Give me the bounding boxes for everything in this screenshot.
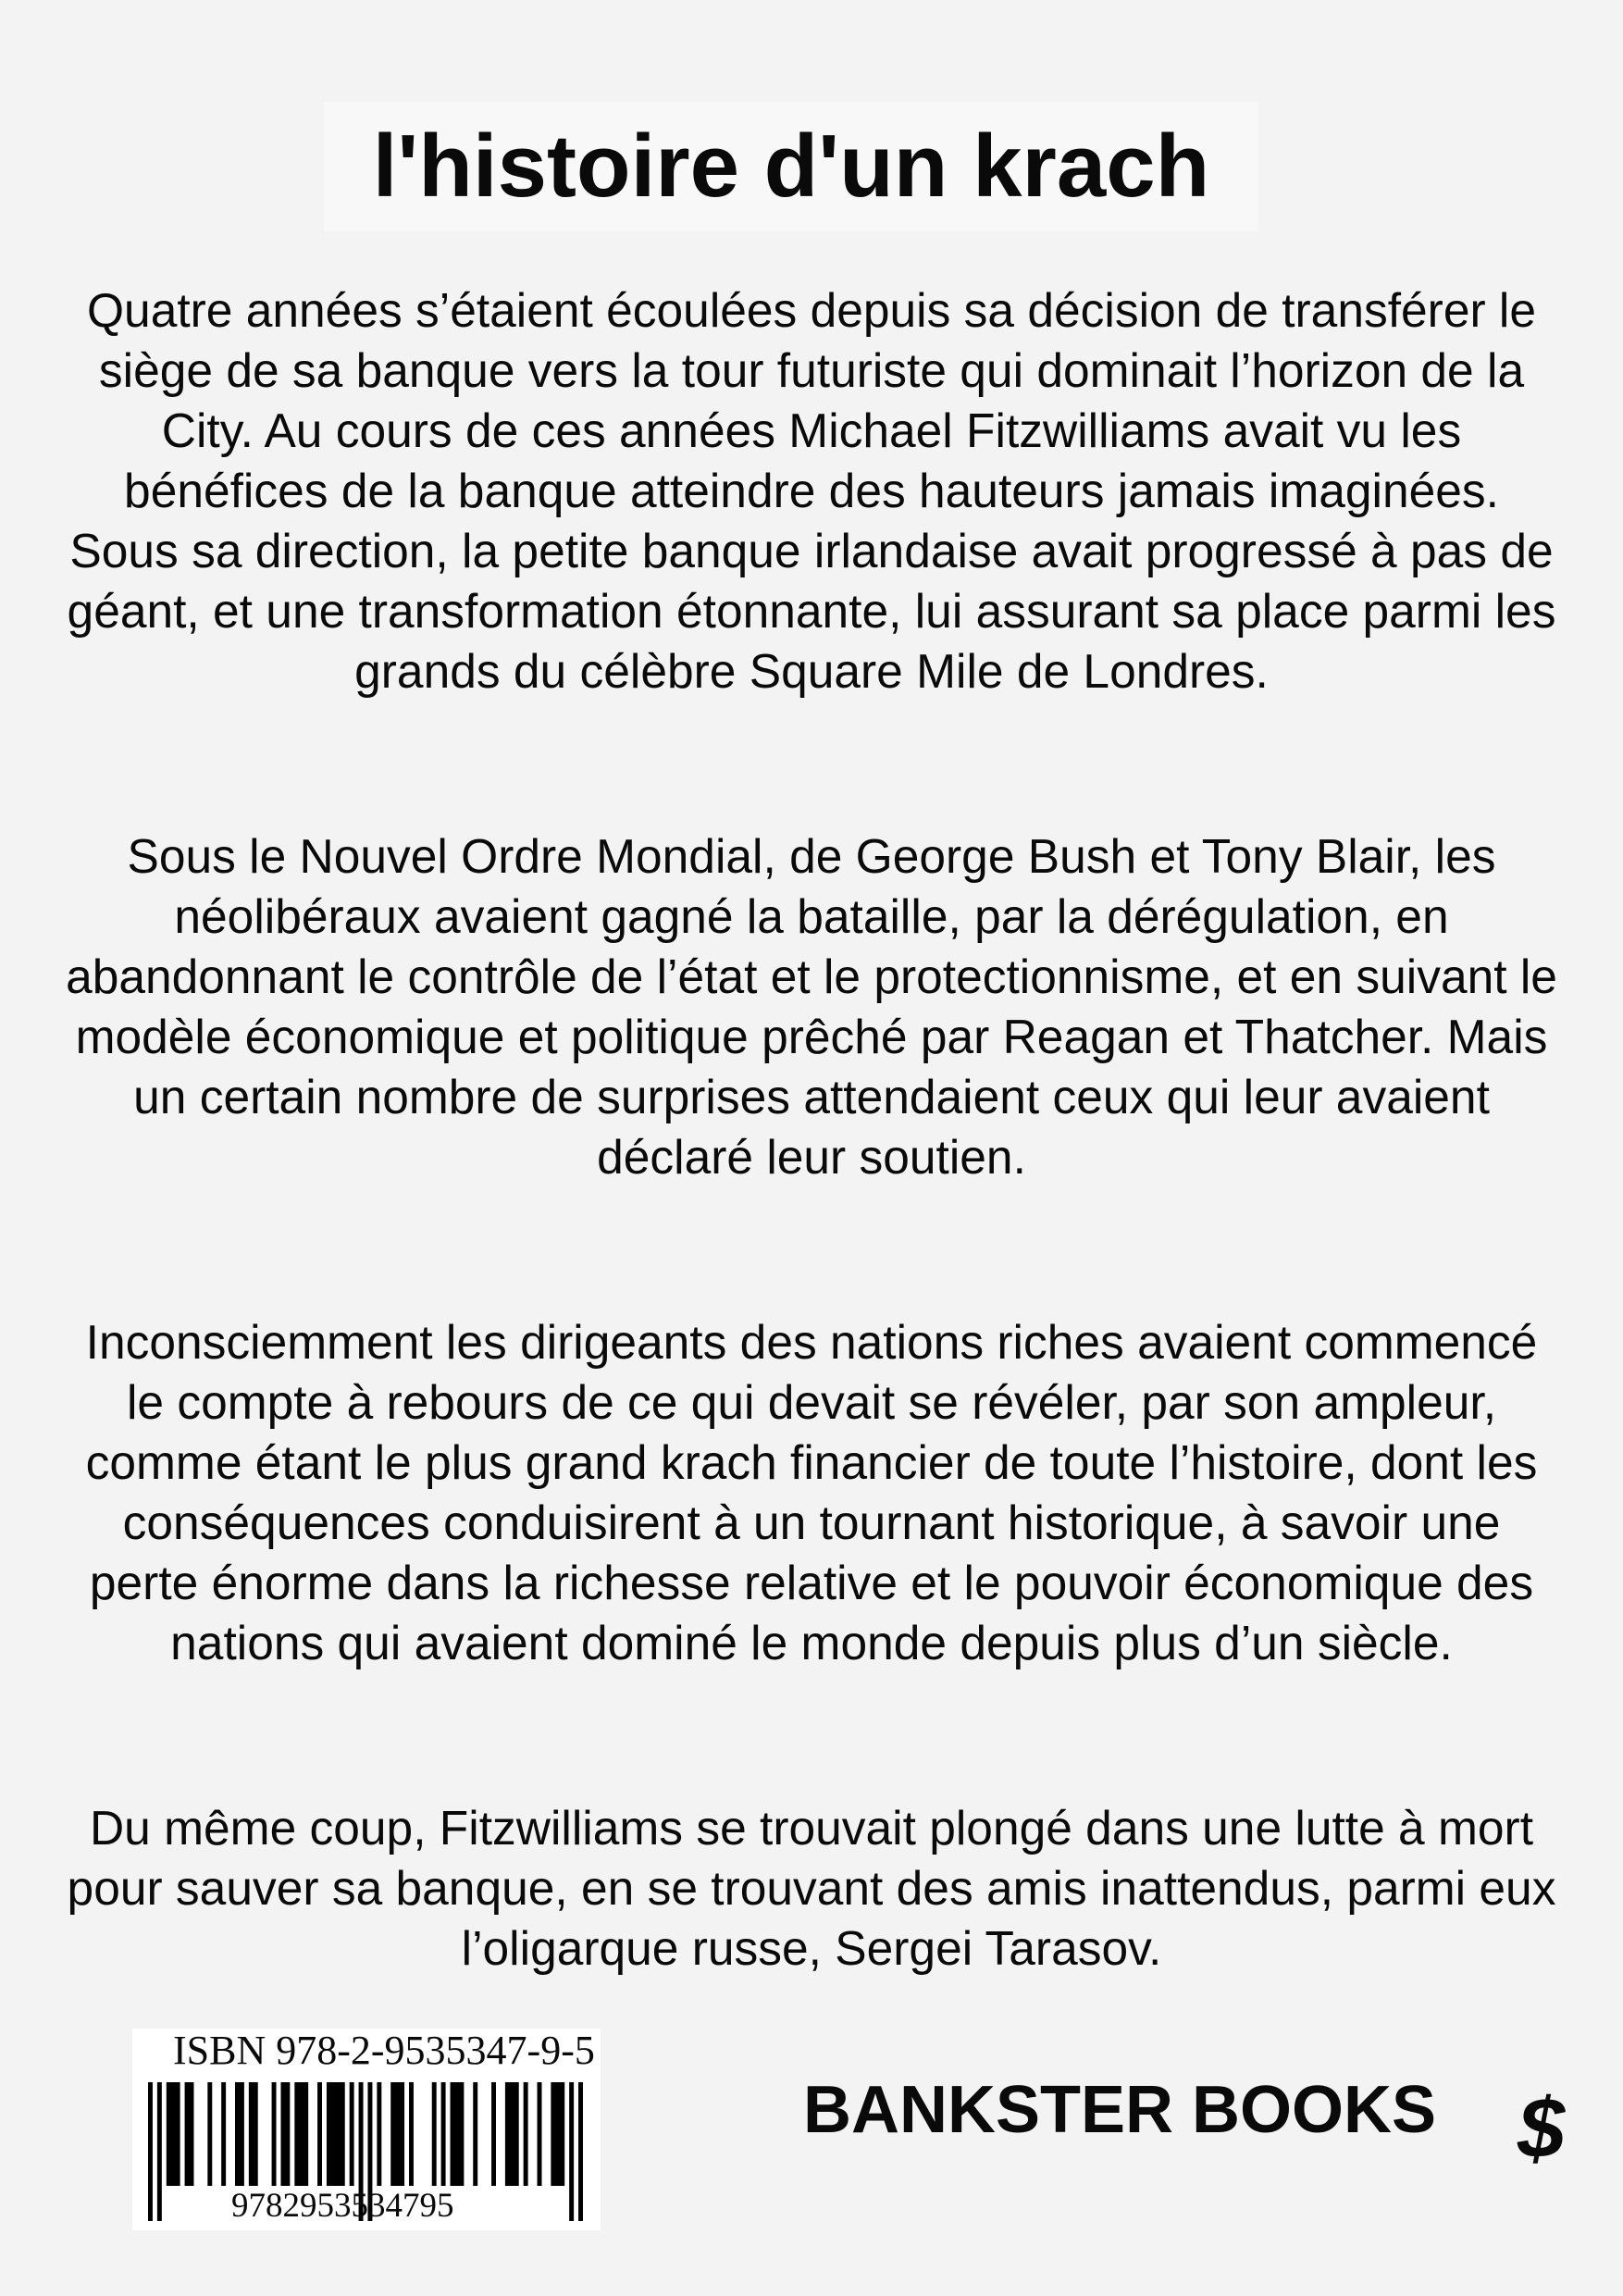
barcode-bar-29 <box>578 2082 583 2221</box>
barcode-bar-24 <box>505 2082 519 2186</box>
barcode-bar-13 <box>350 2082 354 2186</box>
barcode-bar-8 <box>272 2082 277 2186</box>
barcode-bar-17 <box>390 2082 404 2186</box>
barcode-bar-23 <box>491 2082 496 2186</box>
barcode-bar-22 <box>473 2082 477 2186</box>
barcode-bar-4 <box>207 2082 212 2186</box>
barcode-bar-5 <box>221 2082 226 2186</box>
publisher-name: BANKSTER BOOKS <box>802 2073 1437 2147</box>
barcode-bar-21 <box>451 2082 465 2186</box>
blurb-paragraph-2: Sous le Nouvel Ordre Mondial, de George Bush et Tony Blair, les néolibéraux avaient gagné la bataille, par la dérégulation, en abandonnant le contrôle de l’état et le protectionnisme, et en suivant le modèle économique et politique prêché par Reagan et Thatcher. Mais un certain nombre de surprises attendaient ceux qui leur avaient déclaré leur soutien. <box>66 829 1557 1184</box>
barcode-bar-10 <box>294 2082 308 2186</box>
barcode-bar-9 <box>280 2082 290 2186</box>
barcode-bar-26 <box>538 2082 542 2186</box>
barcode-bar-12 <box>327 2082 345 2186</box>
barcode-bar-27 <box>551 2082 564 2186</box>
barcode-bar-1 <box>157 2082 162 2221</box>
blurb-paragraph-1: Quatre années s’étaient écoulées depuis sa décision de transférer le siège de sa banque vers la tour futuriste qui dominait l’horizon de la City. Au cours de ces années Michael Fitzwilliams avait vu les bénéfices de la banque atteindre des hauteurs jamais imaginées. Sous sa direction, la petite banque irlandaise avait progressé à pas de géant, et une transformation étonnante, lui assurant sa place parmi les grands du célèbre Square Mile de Londres. <box>67 283 1556 698</box>
barcode-bar-3 <box>185 2082 194 2186</box>
ean-digits: 9782953534795 <box>231 2187 454 2225</box>
barcode-bar-0 <box>148 2082 153 2221</box>
barcode-bar-25 <box>524 2082 528 2186</box>
publisher-dollar-logo: $ <box>1518 2081 1566 2176</box>
blurb-paragraph-4: Du même coup, Fitzwilliams se trouvait plongé dans une lutte à mort pour sauver sa banque, en se trouvant des amis inattendus, parmi eux l’oligarque russe, Sergei Tarasov. <box>67 1801 1556 1975</box>
barcode-bar-7 <box>249 2082 258 2186</box>
barcode-bar-2 <box>167 2082 180 2186</box>
barcode-bar-6 <box>235 2082 244 2186</box>
barcode-bar-19 <box>432 2082 437 2186</box>
barcode-bar-11 <box>317 2082 322 2186</box>
barcode-bar-16 <box>377 2082 381 2186</box>
barcode-bar-18 <box>409 2082 414 2186</box>
barcode-bar-28 <box>569 2082 574 2221</box>
barcode-bar-20 <box>441 2082 446 2186</box>
book-title: l'histoire d'un krach <box>372 117 1210 216</box>
blurb-paragraph-3: Inconsciemment les dirigeants des nations riches avaient commencé le compte à rebours de ce qui devait se révéler, par son ampleur, comme étant le plus grand krach financier de toute l’histoire, dont les conséquences conduisirent à un tournant historique, à savoir une perte énorme dans la richesse relative et le pouvoir économique des nations qui avaient dominé le monde depuis plus d’un siècle. <box>85 1315 1538 1669</box>
isbn-label: ISBN 978-2-9535347-9-5 <box>173 2028 595 2073</box>
